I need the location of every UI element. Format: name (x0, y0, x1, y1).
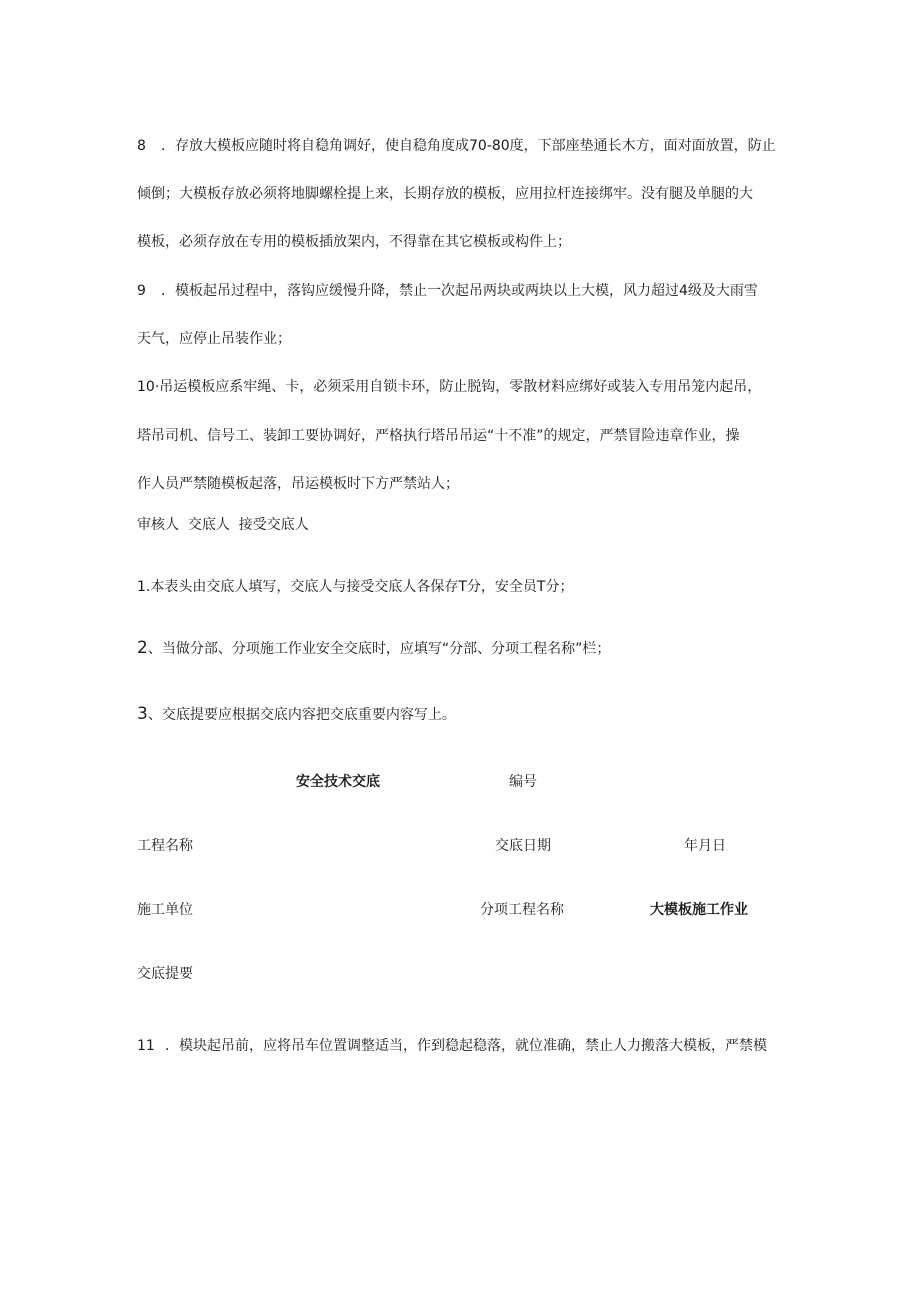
sub-project-value: 大模板施工作业 (650, 902, 748, 918)
item-11-number: 11 (137, 1038, 155, 1054)
item-9-number: 9 (137, 283, 146, 299)
sub-project-label: 分项工程名称 (480, 902, 564, 918)
note-3 (137, 704, 456, 725)
item-10-line-3: 作人员严禁随模板起落，吊运模板时下方严禁站人； (137, 476, 459, 492)
note-2-text: 、当做分部、分项施工作业安全交底时，应填写“分部、分项工程名称”栏； (147, 641, 611, 657)
note-2-number: 2 (137, 638, 148, 658)
summary-label: 交底提要 (137, 966, 193, 982)
item-10-line-2: 塔吊司机、信号工、装卸工要协调好，严格执行塔吊吊运“十不准”的规定，严禁冒险违章作业，操 (137, 428, 740, 444)
item-9-line-1 (137, 281, 758, 301)
item-9-line-2: 天气，应停止吊装作业； (137, 331, 291, 347)
item-8-line-2: 倾倒；大模板存放必须将地脚螺栓提上来，长期存放的模板，应用拉杆连接绑牢。没有腿及单腿的大 (137, 186, 753, 202)
construction-unit-label: 施工单位 (137, 902, 193, 918)
item-11-text-1: ．模块起吊前，应将吊车位置调整适当，作到稳起稳落，就位准确，禁止人力搬落大模板，严禁模 (165, 1038, 767, 1054)
item-10-line-1: 10·吊运模板应系牢绳、卡，必须采用自锁卡环，防止脱钩，零散材料应绑好或装入专用吊笼内起吊， (137, 379, 762, 395)
form-title: 安全技术交底 (296, 774, 380, 790)
item-8-number: 8 (137, 138, 146, 154)
item-8-line-3: 模板，必须存放在专用的模板插放架内，不得靠在其它模板或构件上； (137, 234, 571, 250)
date-value: 年月日 (684, 838, 726, 854)
item-8-line-1 (137, 136, 776, 156)
item-9-text-1: ．模板起吊过程中，落钩应缓慢升降，禁止一次起吊两块或两块以上大模，风力超过4级及大雨雪 (161, 283, 758, 299)
item-8-text-1: ．存放大模板应随时将自稳角调好，使自稳角度成70-80度，下部座垫通长木方，面对面放置，防止 (161, 138, 776, 154)
item-11-line-1 (137, 1036, 767, 1056)
form-number-label: 编号 (509, 774, 537, 790)
note-3-text: 、交底提要应根据交底内容把交底重要内容写上。 (147, 707, 456, 723)
signature-row: 审核人 交底人 接受交底人 (137, 517, 309, 533)
note-1: 1.本表头由交底人填写，交底人与接受交底人各保存T分，安全员T分； (137, 579, 574, 595)
date-label: 交底日期 (495, 838, 551, 854)
note-3-number: 3 (137, 704, 148, 724)
note-2 (137, 638, 610, 659)
project-name-label: 工程名称 (137, 838, 193, 854)
